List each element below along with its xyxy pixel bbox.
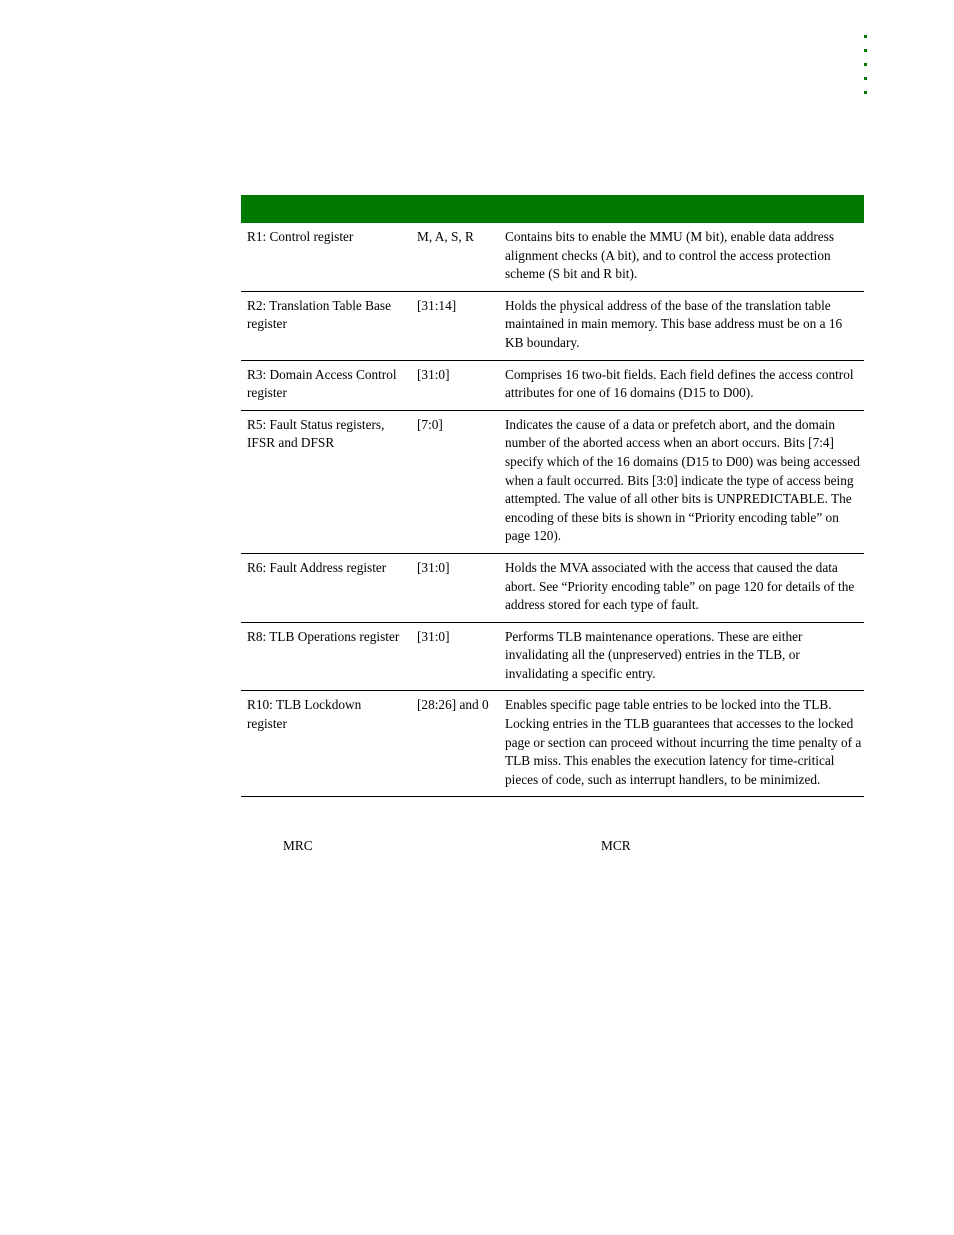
register-cell: R1: Control register: [241, 223, 409, 291]
margin-dot: [864, 49, 867, 52]
mrc-instruction: MRC: [283, 838, 313, 853]
margin-dot: [864, 77, 867, 80]
register-table: [241, 195, 864, 797]
header-cell-register: [241, 195, 409, 223]
register-cell: R8: TLB Operations register: [241, 622, 409, 691]
register-cell: R2: Translation Table Base register: [241, 291, 409, 360]
table-row: [241, 622, 864, 691]
description-cell: Indicates the cause of a data or prefetch abort, and the domain number of the aborted access when an abort occurs. Bits [7:4] specify which of the 16 domains (D15 to D00) was being accessed when a fault occurred. Bits [3:0] indicate the type of access being attempted. The value of all other bits is UNPREDICTABLE. The encoding of these bits is shown in “Priority encoding table” on page 120).: [499, 410, 864, 553]
bits-cell: [31:0]: [409, 622, 499, 691]
register-cell: R5: Fault Status registers, IFSR and DFSR: [241, 410, 409, 553]
register-cell: R3: Domain Access Control register: [241, 360, 409, 410]
table-row: [241, 410, 864, 553]
table-row: [241, 291, 864, 360]
margin-dots: [864, 35, 868, 105]
register-cell: R6: Fault Address register: [241, 553, 409, 622]
mcr-instruction: MCR: [601, 838, 631, 853]
description-cell: Performs TLB maintenance operations. These are either invalidating all the (unpreserved) entries in the TLB, or invalidating a specific entry.: [499, 622, 864, 691]
description-cell: Enables specific page table entries to be locked into the TLB. Locking entries in the TLB guarantees that accesses to the locked page or section can proceed without incurring the time penalty of a TLB miss. This enables the execution latency for time-critical pieces of code, such as interrupt handlers, to be minimized.: [499, 691, 864, 797]
header-cell-bits: [409, 195, 499, 223]
bits-cell: [28:26] and 0: [409, 691, 499, 797]
table-row: [241, 223, 864, 291]
table-row: [241, 360, 864, 410]
table-header-row: [241, 195, 864, 223]
description-cell: Comprises 16 two-bit fields. Each field defines the access control attributes for one of 16 domains (D15 to D00).: [499, 360, 864, 410]
table-row: [241, 691, 864, 797]
margin-dot: [864, 35, 867, 38]
description-cell: Holds the MVA associated with the access that caused the data abort. See “Priority encoding table” on page 120 for details of the address stored for each type of fault.: [499, 553, 864, 622]
table-row: [241, 553, 864, 622]
header-cell-description: [499, 195, 864, 223]
bits-cell: [31:0]: [409, 360, 499, 410]
bits-cell: [7:0]: [409, 410, 499, 553]
margin-dot: [864, 63, 867, 66]
bits-cell: [31:14]: [409, 291, 499, 360]
margin-dot: [864, 91, 867, 94]
bits-cell: [31:0]: [409, 553, 499, 622]
description-cell: Holds the physical address of the base of the translation table maintained in main memory. This base address must be on a 16 KB boundary.: [499, 291, 864, 360]
bits-cell: M, A, S, R: [409, 223, 499, 291]
register-cell: R10: TLB Lockdown register: [241, 691, 409, 797]
description-cell: Contains bits to enable the MMU (M bit), enable data address alignment checks (A bit), and to control the access protection scheme (S bit and R bit).: [499, 223, 864, 291]
